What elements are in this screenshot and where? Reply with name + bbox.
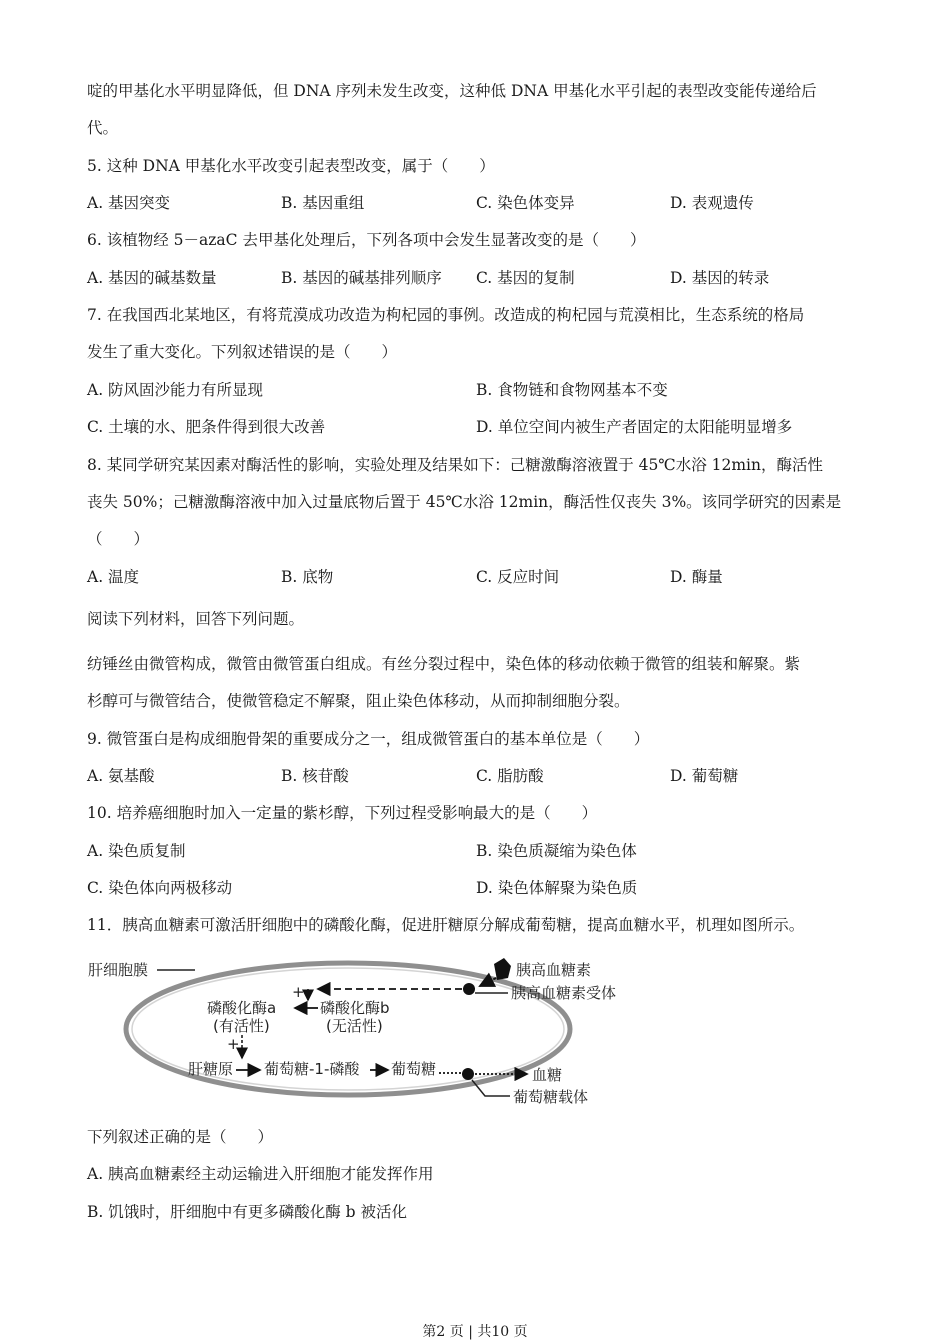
enzyme-b-state: (无活性) [326,1017,383,1035]
question-5: 5. 这种 DNA 甲基化水平改变引起表型改变，属于（ ） [87,157,495,175]
option-a: A. 氨基酸 [87,767,155,785]
option-b: B. 底物 [281,568,334,586]
option-c: C. 染色体向两极移动 [87,879,233,897]
paragraph-line: 啶的甲基化水平明显降低，但 DNA 序列未发生改变，这种低 DNA 甲基化水平引起的表型改变能传递给后 [87,82,817,100]
glucagon-molecule-icon [494,958,511,980]
paragraph-line: 代。 [87,119,119,137]
question-10: 10. 培养癌细胞时加入一定量的紫杉醇，下列过程受影响最大的是（ ） [87,804,598,822]
option-b: B. 饥饿时，肝细胞中有更多磷酸化酶 b 被活化 [87,1203,408,1221]
enzyme-a-label: 磷酸化酶a [207,999,277,1017]
plus-sign: + [227,1035,240,1053]
option-d: D. 单位空间内被生产者固定的太阳能明显增多 [476,418,793,436]
option-b: B. 食物链和食物网基本不变 [476,381,668,399]
question-6-options [87,267,867,289]
page-footer [0,1322,950,1342]
question-11-option-b [87,1201,867,1223]
option-c: C. 脂肪酸 [476,767,544,785]
question-11: 11．胰高血糖素可激活肝细胞中的磷酸化酶，促进肝糖原分解成葡萄糖，提高血糖水平，机理如图所示。 [87,916,805,934]
g1p-label: 葡萄糖-1-磷酸 [264,1060,360,1078]
question-11-stem: 下列叙述正确的是（ ） [87,1128,274,1146]
reading-instruction: 阅读下列材料，回答下列问题。 [87,610,305,628]
enzyme-a-state: (有活性) [213,1017,270,1035]
option-a: A. 基因突变 [87,194,171,212]
membrane-label: 肝细胞膜 [88,961,149,979]
material-line: 纺锤丝由微管构成，微管由微管蛋白组成。有丝分裂过程中，染色体的移动依赖于微管的组装和解聚。紫 [87,655,801,673]
option-a: A. 胰高血糖素经主动运输进入肝细胞才能发挥作用 [87,1165,434,1183]
blood-sugar-label: 血糖 [532,1066,563,1084]
option-d: D. 酶量 [670,568,723,586]
option-a: A. 基因的碱基数量 [87,269,217,287]
option-b: B. 基因重组 [281,194,365,212]
question-6: 6. 该植物经 5－azaC 去甲基化处理后，下列各项中会发生显著改变的是（ ） [87,231,646,249]
question-10-options-row1 [87,840,867,862]
option-c: C. 基因的复制 [476,269,575,287]
transporter-label: 葡萄糖载体 [513,1088,589,1106]
option-b: B. 基因的碱基排列顺序 [281,269,442,287]
option-a: A. 防风固沙能力有所显现 [87,381,264,399]
question-10-options-row2 [87,877,867,899]
option-b: B. 核苷酸 [281,767,349,785]
option-c: C. 土壤的水、肥条件得到很大改善 [87,418,326,436]
question-5-options [87,192,867,214]
footer-separator: | [468,1324,473,1340]
option-c: C. 染色体变异 [476,194,575,212]
question-8-cont: （ ） [87,530,150,548]
question-7-options-row2 [87,416,867,438]
question-9: 9. 微管蛋白是构成细胞骨架的重要成分之一，组成微管蛋白的基本单位是（ ） [87,730,650,748]
page-number: 第2 页 [422,1324,464,1340]
receptor-label: 胰高血糖素受体 [511,984,617,1002]
question-8: 8. 某同学研究某因素对酶活性的影响，实验处理及结果如下：己糖激酶溶液置于 45℃水浴 12min，酶活性 [87,456,823,474]
option-d: D. 基因的转录 [670,269,770,287]
option-d: D. 染色体解聚为染色质 [476,879,638,897]
question-7-options-row1 [87,379,867,401]
glucagon-label: 胰高血糖素 [516,961,592,979]
question-7: 7. 在我国西北某地区，有将荒漠成功改造为枸杞园的事例。改造成的枸杞园与荒漠相比，生态系统的格局 [87,306,805,324]
material-line: 杉醇可与微管结合，使微管稳定不解聚，阻止染色体移动，从而抑制细胞分裂。 [87,692,630,710]
option-a: A. 温度 [87,568,140,586]
option-c: C. 反应时间 [476,568,560,586]
question-8-cont: 丧失 50%；己糖激酶溶液中加入过量底物后置于 45℃水浴 12min，酶活性仅丧失 3%。该同学研究的因素是 [87,493,842,511]
glycogen-label: 肝糖原 [188,1060,234,1078]
total-pages: 共10 页 [477,1324,528,1340]
plus-sign: + [292,983,305,1001]
option-b: B. 染色质凝缩为染色体 [476,842,637,860]
glucose-label: 葡萄糖 [391,1060,437,1078]
question-7-cont: 发生了重大变化。下列叙述错误的是（ ） [87,343,398,361]
question-9-options [87,765,867,787]
option-d: D. 葡萄糖 [670,767,739,785]
option-a: A. 染色质复制 [87,842,186,860]
enzyme-b-label: 磷酸化酶b [320,999,390,1017]
glucose-transporter-icon [462,1068,474,1080]
question-8-options [87,566,867,588]
glucagon-mechanism-diagram [80,950,680,1115]
option-d: D. 表观遗传 [670,194,754,212]
glucagon-receptor-icon [463,983,475,995]
question-11-option-a [87,1163,867,1185]
